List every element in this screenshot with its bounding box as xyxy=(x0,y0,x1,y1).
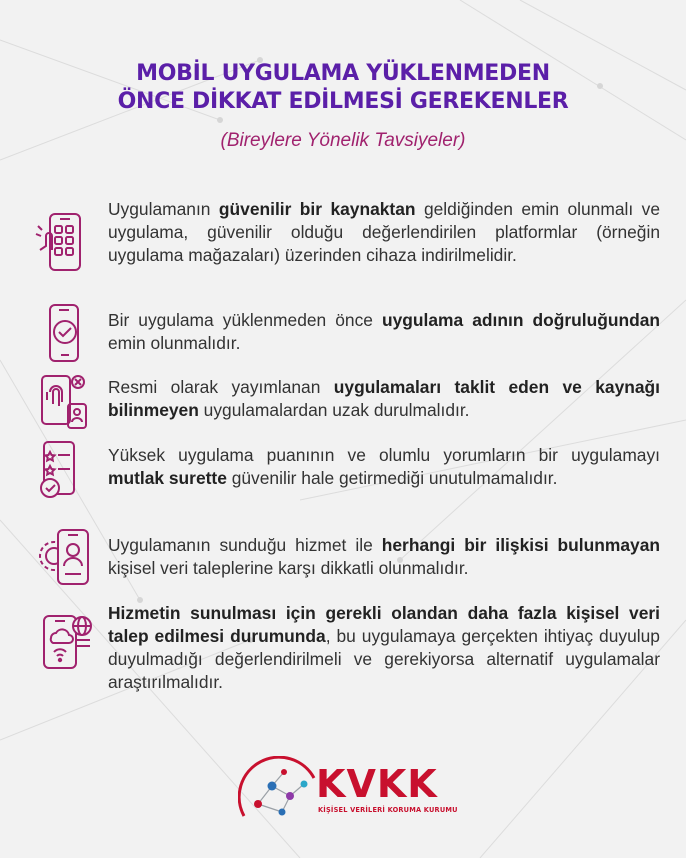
fake-app-fingerprint-icon xyxy=(32,370,98,436)
phone-cloud-globe-icon xyxy=(32,610,98,676)
advice-text xyxy=(108,534,660,580)
body-text: Bir uygulama yüklenmeden önce xyxy=(108,310,383,330)
body-text: Uygulamanın sunduğu hizmet ile xyxy=(108,535,382,555)
body-text: , bu uygulamaya gerçekten ihtiyaç duyulup duyulmadığı değerlendirilmeli ve gerekiyorsa alternatif uygulamalar araştırılmalıdır. xyxy=(108,626,660,692)
kvkk-logo xyxy=(238,756,458,826)
phone-rating-icon xyxy=(32,438,98,504)
phone-check-icon xyxy=(32,301,98,367)
advice-text xyxy=(108,309,660,355)
emphasis-text: uygulamaları taklit eden ve kaynağı bilinmeyen xyxy=(108,377,660,420)
logo-network-emblem-icon xyxy=(238,756,318,826)
emphasis-text: Hizmetin sunulması için gerekli olandan daha fazla kişisel veri talep edilmesi durumunda xyxy=(108,603,660,646)
emphasis-text: uygulama adının doğruluğundan xyxy=(382,310,660,330)
body-text: Resmi olarak yayımlanan xyxy=(108,377,334,397)
body-text: Yüksek uygulama puanının ve olumlu yorumların bir uygulamayı xyxy=(108,445,660,465)
body-text: Uygulamanın xyxy=(108,199,219,219)
advice-text xyxy=(108,198,660,267)
emphasis-text: güvenilir bir kaynaktan xyxy=(218,199,416,219)
page-title-line-2: ÖNCE DİKKAT EDİLMESİ GEREKENLER xyxy=(117,89,569,114)
advice-text xyxy=(108,444,660,490)
phone-apps-touch-icon xyxy=(32,210,98,276)
logo-wordmark: KVKK xyxy=(316,762,438,806)
logo-subtitle: KİŞİSEL VERİLERİ KORUMA KURUMU xyxy=(318,806,458,814)
advice-text xyxy=(108,602,660,694)
body-text: emin olunmalıdır. xyxy=(108,333,241,353)
phone-profile-gear-icon xyxy=(32,524,98,590)
header xyxy=(0,60,686,152)
emphasis-text: mutlak surette xyxy=(108,468,227,488)
emphasis-text: herhangi bir ilişkisi bulunmayan xyxy=(381,535,660,555)
page-title-line-1: MOBİL UYGULAMA YÜKLENMEDEN xyxy=(136,61,550,86)
body-text: kişisel veri taleplerine karşı dikkatli olunmalıdır. xyxy=(108,558,469,578)
advice-text xyxy=(108,376,660,422)
page-subtitle: (Bireylere Yönelik Tavsiyeler) xyxy=(220,130,466,151)
body-text: güvenilir hale getirmediği unutulmamalıdır. xyxy=(226,468,558,488)
body-text: geldiğinden emin olunmalı ve uygulama, güvenilir olduğu değerlendirilen platformlar (örneğin uygulama mağazaları) üzerinden cihaza indirilmelidir. xyxy=(108,199,660,265)
body-text: uygulamalardan uzak durulmalıdır. xyxy=(198,400,470,420)
